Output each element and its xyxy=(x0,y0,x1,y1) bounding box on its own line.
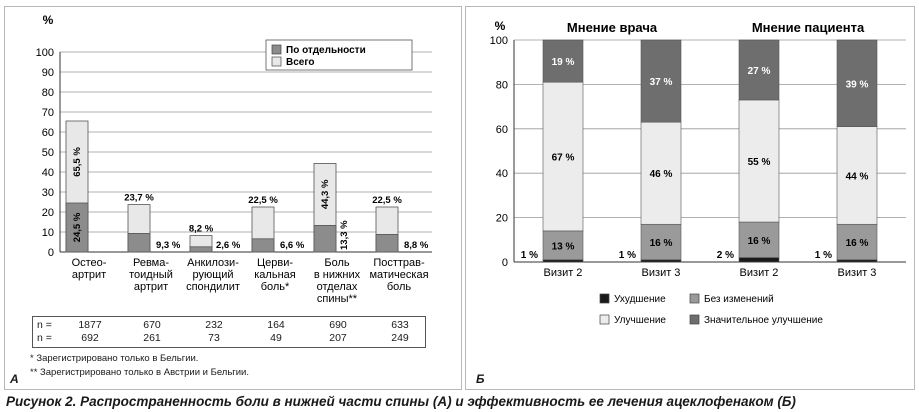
n-table-cell: 670 xyxy=(143,319,161,331)
data-label-individual: 24,5 % xyxy=(72,212,83,243)
y-tick-label: 0 xyxy=(501,257,508,269)
data-label: 1 % xyxy=(618,250,636,261)
legend-swatch xyxy=(690,294,699,303)
y-tick-label: 40 xyxy=(495,168,508,181)
y-axis-label: % xyxy=(494,19,506,33)
n-table xyxy=(32,316,426,348)
bar-segment xyxy=(837,260,877,262)
x-tick-label: Анкилози-рующий спондилит xyxy=(186,257,240,293)
chart-b xyxy=(462,0,916,345)
data-label-individual: 2,6 % xyxy=(216,240,241,251)
x-tick-label: Визит 2 xyxy=(739,267,779,279)
bar-individual xyxy=(128,233,150,252)
n-table-cell: 207 xyxy=(329,332,347,344)
data-label: 2 % xyxy=(716,250,734,261)
data-label-total: 65,5 % xyxy=(72,147,83,177)
legend-swatch xyxy=(272,57,281,66)
n-table-cell: 249 xyxy=(391,332,409,344)
data-label: 1 % xyxy=(814,250,832,261)
n-row-label-1: n = xyxy=(37,319,52,331)
data-label: 16 % xyxy=(649,238,673,250)
data-label: 16 % xyxy=(747,235,771,247)
x-tick-label: Церви-кальная боль* xyxy=(254,257,296,293)
legend-swatch xyxy=(272,45,281,54)
n-table-cell: 164 xyxy=(267,319,285,331)
y-tick-label: 80 xyxy=(41,87,54,99)
data-label-total: 8,2 % xyxy=(188,223,214,235)
n-table-cell: 633 xyxy=(391,319,409,331)
y-tick-label: 90 xyxy=(41,67,54,79)
data-label: 55 % xyxy=(747,156,771,168)
data-label-total: 23,7 % xyxy=(124,192,154,204)
y-axis-label: % xyxy=(42,13,54,27)
group-title: Мнение пациента xyxy=(751,20,865,35)
n-table-cell: 232 xyxy=(205,319,223,331)
x-tick-label: Визит 3 xyxy=(837,267,877,279)
legend-swatch xyxy=(600,315,609,324)
x-tick-label: Остео-артрит xyxy=(71,257,107,281)
x-tick-label: Визит 3 xyxy=(641,267,681,279)
data-label: 37 % xyxy=(649,77,673,89)
data-label: 39 % xyxy=(845,79,869,91)
data-label: 44 % xyxy=(845,171,869,183)
n-table-cell: 690 xyxy=(329,319,347,331)
n-table-cell: 1877 xyxy=(78,319,102,331)
y-tick-label: 0 xyxy=(47,247,54,259)
bar-segment xyxy=(739,258,779,262)
y-tick-label: 30 xyxy=(41,187,54,199)
footnote-2: ** Зарегистрировано только в Австрии и Бельгии. xyxy=(30,367,250,378)
n-table-cell: 692 xyxy=(81,332,99,344)
y-tick-label: 20 xyxy=(41,207,54,219)
data-label-individual: 13,3 % xyxy=(339,220,350,250)
y-tick-label: 100 xyxy=(35,47,54,59)
bar-segment xyxy=(543,260,583,262)
data-label: 46 % xyxy=(649,169,673,181)
data-label: 27 % xyxy=(747,65,771,77)
footnote-1: * Зарегистрировано только в Бельгии. xyxy=(30,353,199,364)
data-label-total: 44,3 % xyxy=(320,179,331,210)
y-tick-label: 50 xyxy=(41,147,54,159)
data-label: 1 % xyxy=(520,250,538,261)
bar-individual xyxy=(252,239,274,252)
data-label-total: 22,5 % xyxy=(372,195,402,206)
legend-label: Улучшение xyxy=(614,315,666,326)
y-tick-label: 10 xyxy=(41,227,54,239)
n-table-cell: 73 xyxy=(208,332,220,344)
y-tick-label: 60 xyxy=(41,127,54,139)
legend-label: Без изменений xyxy=(704,294,774,305)
y-tick-label: 80 xyxy=(495,79,508,92)
data-label-individual: 8,8 % xyxy=(404,240,429,251)
data-label: 19 % xyxy=(551,57,575,69)
legend-label: По отдельности xyxy=(286,45,366,56)
group-title: Мнение врача xyxy=(566,20,658,35)
y-tick-label: 40 xyxy=(41,167,54,179)
bar-individual xyxy=(190,247,212,252)
data-label-individual: 9,3 % xyxy=(156,240,181,251)
legend-label: Значительное улучшение xyxy=(704,315,823,326)
bar-individual xyxy=(314,225,336,252)
panel-b-letter: Б xyxy=(476,372,485,386)
n-table-cell: 261 xyxy=(143,332,161,344)
x-tick-label: Посттрав-матическая боль xyxy=(369,257,429,293)
legend-label: Всего xyxy=(286,57,315,68)
bar-segment xyxy=(641,260,681,262)
x-tick-label: Ревма-тоидный артрит xyxy=(129,257,173,293)
legend-swatch xyxy=(600,294,609,303)
data-label: 13 % xyxy=(551,241,575,253)
y-tick-label: 100 xyxy=(489,35,508,47)
data-label: 16 % xyxy=(845,238,869,250)
y-tick-label: 60 xyxy=(495,123,508,136)
y-tick-label: 20 xyxy=(495,212,508,225)
panel-a-letter: А xyxy=(10,372,19,386)
chart-a xyxy=(0,0,460,315)
n-row-label-2: n = xyxy=(37,332,52,344)
legend-label: Ухудшение xyxy=(614,294,666,305)
legend-swatch xyxy=(690,315,699,324)
data-label-total: 22,5 % xyxy=(248,195,278,206)
n-table-cell: 49 xyxy=(270,332,282,344)
x-tick-label: Боль в нижних отделах спины** xyxy=(313,257,361,305)
y-tick-label: 70 xyxy=(41,107,54,119)
x-tick-label: Визит 2 xyxy=(543,267,583,279)
bar-individual xyxy=(376,234,398,252)
figure-caption: Рисунок 2. Распространенность боли в нижней части спины (А) и эффективность ее лечения ацеклофенаком (Б) xyxy=(6,394,796,409)
data-label: 67 % xyxy=(551,152,575,164)
data-label-individual: 6,6 % xyxy=(280,240,305,251)
